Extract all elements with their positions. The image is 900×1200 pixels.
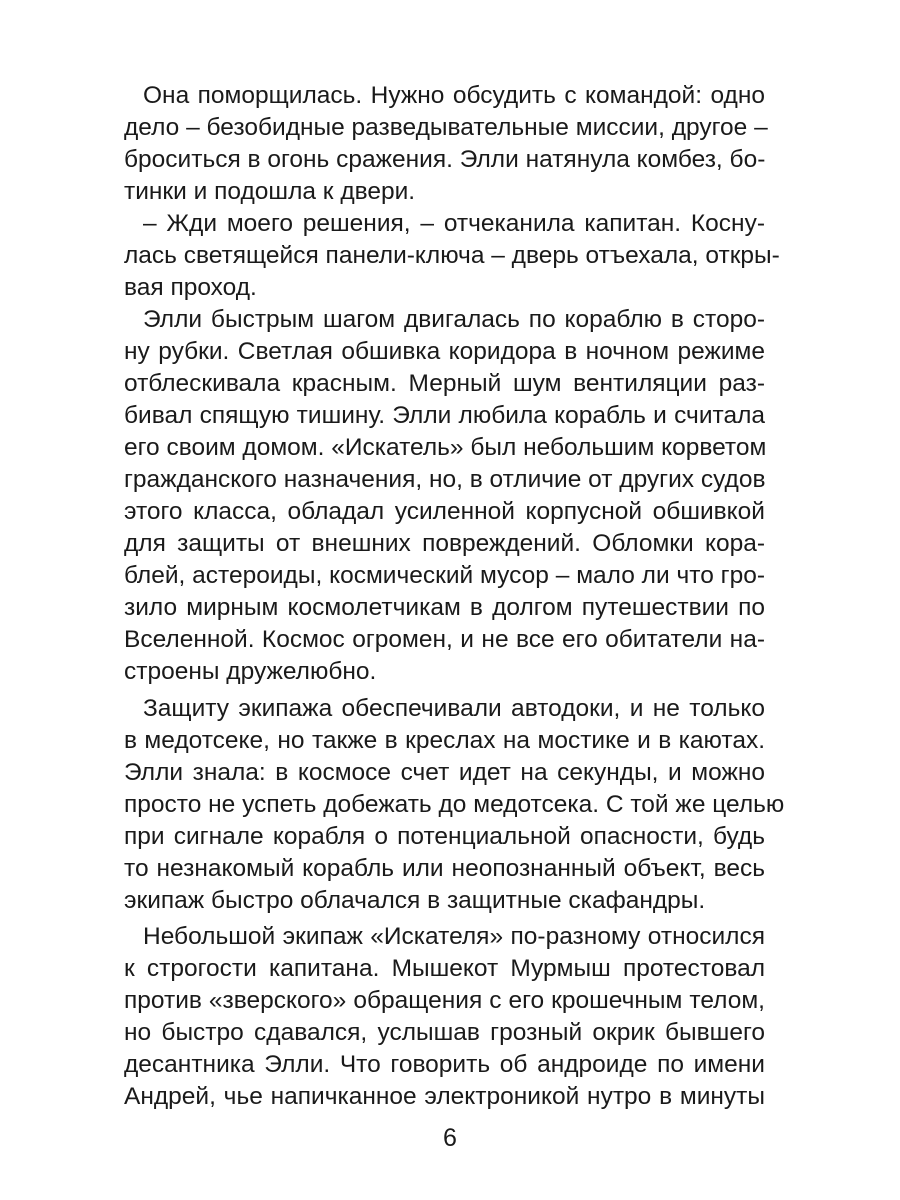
text-line: Элли быстрым шагом двигалась по кораблю в сторо- (143, 306, 765, 333)
text-line: для защиты от внешних повреждений. Обломки кора- (124, 530, 765, 557)
text-line: Вселенной. Космос огромен, и не все его обитатели на- (124, 626, 765, 653)
text-line: но быстро сдавался, услышав грозный окрик бывшего (124, 1019, 765, 1046)
text-line: то незнакомый корабль или неопознанный объект, весь (124, 855, 765, 882)
text-line: гражданского назначения, но, в отличие от других судов (124, 466, 766, 493)
text-line: ну рубки. Светлая обшивка коридора в ночном режиме (124, 338, 765, 365)
text-line: броситься в огонь сражения. Элли натянула комбез, бо- (124, 146, 766, 173)
text-line: против «зверского» обращения с его крошечным телом, (124, 987, 765, 1014)
text-line: Небольшой экипаж «Искателя» по-разному относился (143, 923, 765, 950)
text-line: отблескивала красным. Мерный шум вентиляции раз- (124, 370, 765, 397)
text-line: его своим домом. «Искатель» был небольшим корветом (124, 434, 767, 461)
text-line: Андрей, чье напичканное электроникой нутро в минуты (124, 1083, 765, 1110)
text-line: зило мирным космолетчикам в долгом путешествии по (124, 594, 765, 621)
text-line: экипаж быстро облачался в защитные скафандры. (124, 887, 706, 914)
text-line: к строгости капитана. Мышекот Мурмыш протестовал (124, 955, 765, 982)
text-line: Она поморщилась. Нужно обсудить с командой: одно (143, 82, 765, 109)
text-line: – Жди моего решения, – отчеканила капитан. Косну- (143, 210, 765, 237)
text-line: дело – безобидные разведывательные миссии, другое – (124, 114, 768, 141)
text-line: Элли знала: в космосе счет идет на секунды, и можно (124, 759, 765, 786)
text-line: при сигнале корабля о потенциальной опасности, будь (124, 823, 765, 850)
text-line: лась светящейся панели-ключа – дверь отъехала, откры- (124, 242, 780, 269)
text-line: в медотсеке, но также в креслах на мостике и в каютах. (124, 727, 765, 754)
text-line: Защиту экипажа обеспечивали автодоки, и не только (143, 695, 765, 722)
text-line: строены дружелюбно. (124, 658, 377, 685)
text-line: просто не успеть добежать до медотсека. С той же целью (124, 791, 785, 818)
text-line: блей, астероиды, космический мусор – мало ли что гро- (124, 562, 765, 589)
text-line: десантника Элли. Что говорить об андроиде по имени (124, 1051, 765, 1078)
text-line: бивал спящую тишину. Элли любила корабль и считала (124, 402, 765, 429)
text-line: тинки и подошла к двери. (124, 178, 416, 205)
text-line: этого класса, обладал усиленной корпусной обшивкой (124, 498, 765, 525)
text-line: вая проход. (124, 274, 257, 301)
page-number: 6 (443, 1124, 457, 1152)
